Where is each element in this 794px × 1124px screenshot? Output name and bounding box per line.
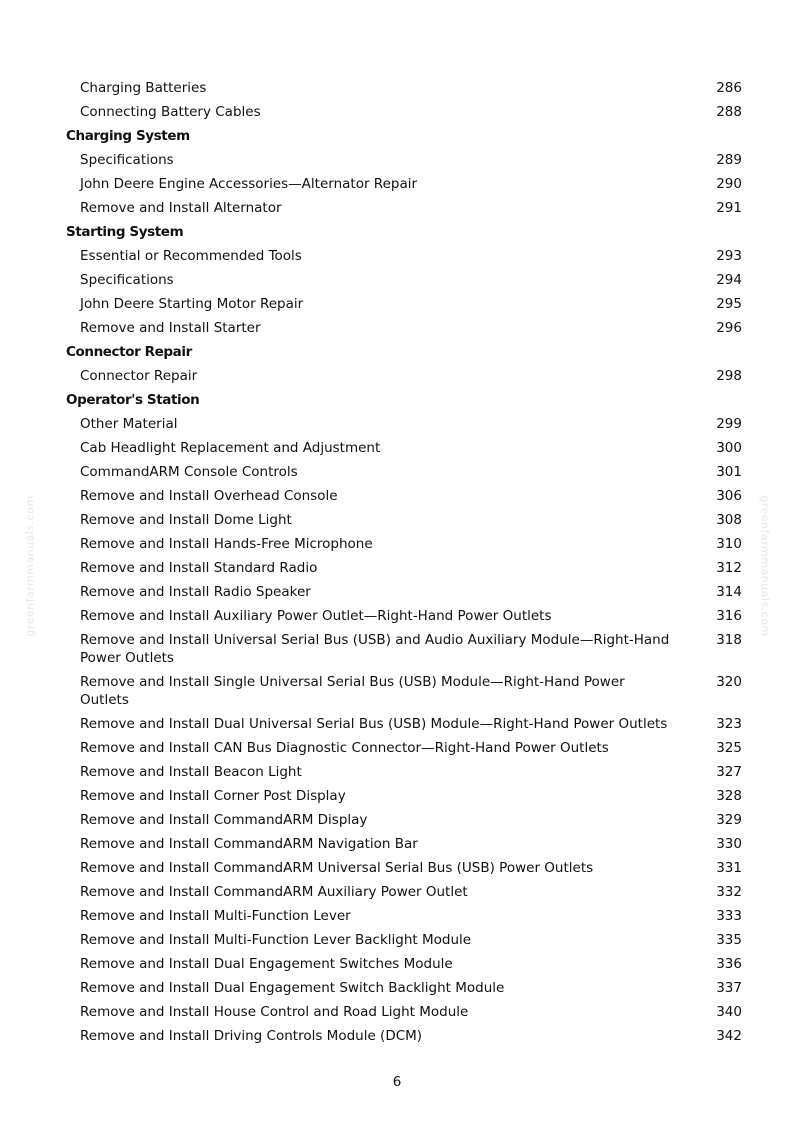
toc-entry-page-number: 333 (716, 908, 742, 924)
toc-entry[interactable] (66, 508, 742, 532)
toc-entry-page-number: 314 (716, 584, 742, 600)
toc-entry[interactable] (66, 808, 742, 832)
toc-entry[interactable] (66, 460, 742, 484)
toc-entry[interactable] (66, 880, 742, 904)
toc-entry-page-number: 332 (716, 884, 742, 900)
toc-entry[interactable] (66, 268, 742, 292)
toc-entry-page-number: 330 (716, 836, 742, 852)
toc-section-heading: Starting System (66, 224, 184, 240)
toc-entry-title: Cab Headlight Replacement and Adjustment (80, 440, 381, 456)
toc-entry[interactable] (66, 784, 742, 808)
toc-entry[interactable] (66, 1000, 742, 1024)
toc-entry-page-number: 296 (716, 320, 742, 336)
toc-section-heading: Connector Repair (66, 344, 192, 360)
toc-entry-page-number: 336 (716, 956, 742, 972)
toc-entry[interactable] (66, 628, 742, 670)
toc-entry-title: CommandARM Console Controls (80, 464, 298, 480)
toc-entry[interactable] (66, 736, 742, 760)
toc-entry-page-number: 320 (716, 674, 742, 690)
toc-entry[interactable] (66, 928, 742, 952)
toc-entry-title: Remove and Install Dual Engagement Switch Backlight Module (80, 980, 505, 996)
toc-entry-page-number: 328 (716, 788, 742, 804)
toc-entry-page-number: 289 (716, 152, 742, 168)
toc-entry[interactable] (66, 148, 742, 172)
toc-entry[interactable] (66, 172, 742, 196)
toc-entry[interactable] (66, 484, 742, 508)
toc-entry[interactable] (66, 976, 742, 1000)
toc-entry-page-number: 299 (716, 416, 742, 432)
toc-entry-page-number: 288 (716, 104, 742, 120)
page-number: 6 (392, 1074, 402, 1090)
toc-entry-page-number: 301 (716, 464, 742, 480)
toc-entry-title: Remove and Install Auxiliary Power Outlet—Right-Hand Power Outlets (80, 608, 552, 624)
toc-entry[interactable] (66, 436, 742, 460)
toc-entry[interactable] (66, 292, 742, 316)
toc-entry[interactable] (66, 100, 742, 124)
toc-entry-title: Remove and Install Driving Controls Module (DCM) (80, 1028, 423, 1044)
toc-entry-title: Remove and Install Single Universal Serial Bus (USB) Module—Right-Hand Power Outlets (80, 674, 625, 708)
toc-entry-title: Specifications (80, 152, 174, 168)
toc-entry-title: Remove and Install CAN Bus Diagnostic Connector—Right-Hand Power Outlets (80, 740, 609, 756)
toc-entry[interactable] (66, 364, 742, 388)
toc-entry-title: John Deere Starting Motor Repair (80, 296, 304, 312)
toc-entry-title: Connector Repair (80, 368, 198, 384)
toc-entry[interactable] (66, 904, 742, 928)
toc-entry-page-number: 331 (716, 860, 742, 876)
toc-entry[interactable] (66, 76, 742, 100)
toc-entry-title: Remove and Install Corner Post Display (80, 788, 346, 804)
toc-entry-page-number: 340 (716, 1004, 742, 1020)
toc-entry-page-number: 342 (716, 1028, 742, 1044)
toc-entry[interactable] (66, 760, 742, 784)
toc-entry-page-number: 298 (716, 368, 742, 384)
toc-entry-title: Specifications (80, 272, 174, 288)
toc-entry[interactable] (66, 670, 742, 712)
toc-entry-title: Remove and Install Overhead Console (80, 488, 338, 504)
toc-entry-page-number: 294 (716, 272, 742, 288)
watermark-left: greenfarmmanuals.com (23, 495, 37, 637)
toc-entry-page-number: 316 (716, 608, 742, 624)
toc-entry[interactable] (66, 712, 742, 736)
toc-entry[interactable] (66, 1024, 742, 1048)
toc-entry-page-number: 327 (716, 764, 742, 780)
toc-entry[interactable] (66, 412, 742, 436)
watermark-right: greenfarmmanuals.com (758, 495, 772, 637)
toc-entry[interactable] (66, 580, 742, 604)
toc-entry[interactable] (66, 244, 742, 268)
toc-entry-title: Remove and Install Multi-Function Lever (80, 908, 351, 924)
toc-entry-page-number: 300 (716, 440, 742, 456)
toc-entry-title: Remove and Install Dual Universal Serial Bus (USB) Module—Right-Hand Power Outlets (80, 716, 668, 732)
toc-entry-title: Remove and Install Dome Light (80, 512, 292, 528)
toc-entry-page-number: 310 (716, 536, 742, 552)
toc-entry-page-number: 318 (716, 632, 742, 648)
toc-entry[interactable] (66, 856, 742, 880)
toc-entry-title: Remove and Install Multi-Function Lever Backlight Module (80, 932, 472, 948)
toc-entry-title: Remove and Install Radio Speaker (80, 584, 311, 600)
toc-entry-title: Remove and Install CommandARM Universal Serial Bus (USB) Power Outlets (80, 860, 594, 876)
toc-section-heading: Operator's Station (66, 392, 200, 408)
toc-entry-title: Remove and Install Universal Serial Bus (USB) and Audio Auxiliary Module—Right-Hand Power Outlets (80, 632, 670, 666)
toc-entry[interactable] (66, 952, 742, 976)
toc-entry-page-number: 323 (716, 716, 742, 732)
toc-entry-title: Remove and Install House Control and Road Light Module (80, 1004, 469, 1020)
toc-entry-page-number: 312 (716, 560, 742, 576)
toc-entry-page-number: 290 (716, 176, 742, 192)
toc-entry-title: Other Material (80, 416, 178, 432)
toc-entry-page-number: 308 (716, 512, 742, 528)
toc-entry-page-number: 337 (716, 980, 742, 996)
toc-entry-title: Essential or Recommended Tools (80, 248, 302, 264)
toc-entry-page-number: 293 (716, 248, 742, 264)
toc-entry-title: Remove and Install CommandARM Display (80, 812, 368, 828)
toc-entry-title: Remove and Install Alternator (80, 200, 282, 216)
toc-entry-title: Remove and Install Starter (80, 320, 261, 336)
table-of-contents (66, 76, 742, 1048)
toc-entry-page-number: 295 (716, 296, 742, 312)
toc-entry-title: Remove and Install CommandARM Navigation Bar (80, 836, 418, 852)
toc-entry-page-number: 286 (716, 80, 742, 96)
toc-entry[interactable] (66, 604, 742, 628)
toc-entry-title: Remove and Install Hands-Free Microphone (80, 536, 373, 552)
toc-entry-page-number: 335 (716, 932, 742, 948)
toc-entry[interactable] (66, 832, 742, 856)
toc-entry-title: John Deere Engine Accessories—Alternator Repair (80, 176, 418, 192)
toc-entry-title: Connecting Battery Cables (80, 104, 261, 120)
toc-entry[interactable] (66, 316, 742, 340)
toc-entry-page-number: 329 (716, 812, 742, 828)
toc-entry[interactable] (66, 556, 742, 580)
toc-entry[interactable] (66, 196, 742, 220)
toc-entry[interactable] (66, 532, 742, 556)
toc-entry-page-number: 291 (716, 200, 742, 216)
toc-entry-title: Remove and Install Beacon Light (80, 764, 302, 780)
toc-entry-title: Remove and Install Standard Radio (80, 560, 318, 576)
toc-section-heading: Charging System (66, 128, 190, 144)
toc-entry-title: Charging Batteries (80, 80, 207, 96)
toc-entry-title: Remove and Install CommandARM Auxiliary Power Outlet (80, 884, 468, 900)
toc-entry-page-number: 306 (716, 488, 742, 504)
toc-entry-title: Remove and Install Dual Engagement Switches Module (80, 956, 453, 972)
toc-entry-page-number: 325 (716, 740, 742, 756)
